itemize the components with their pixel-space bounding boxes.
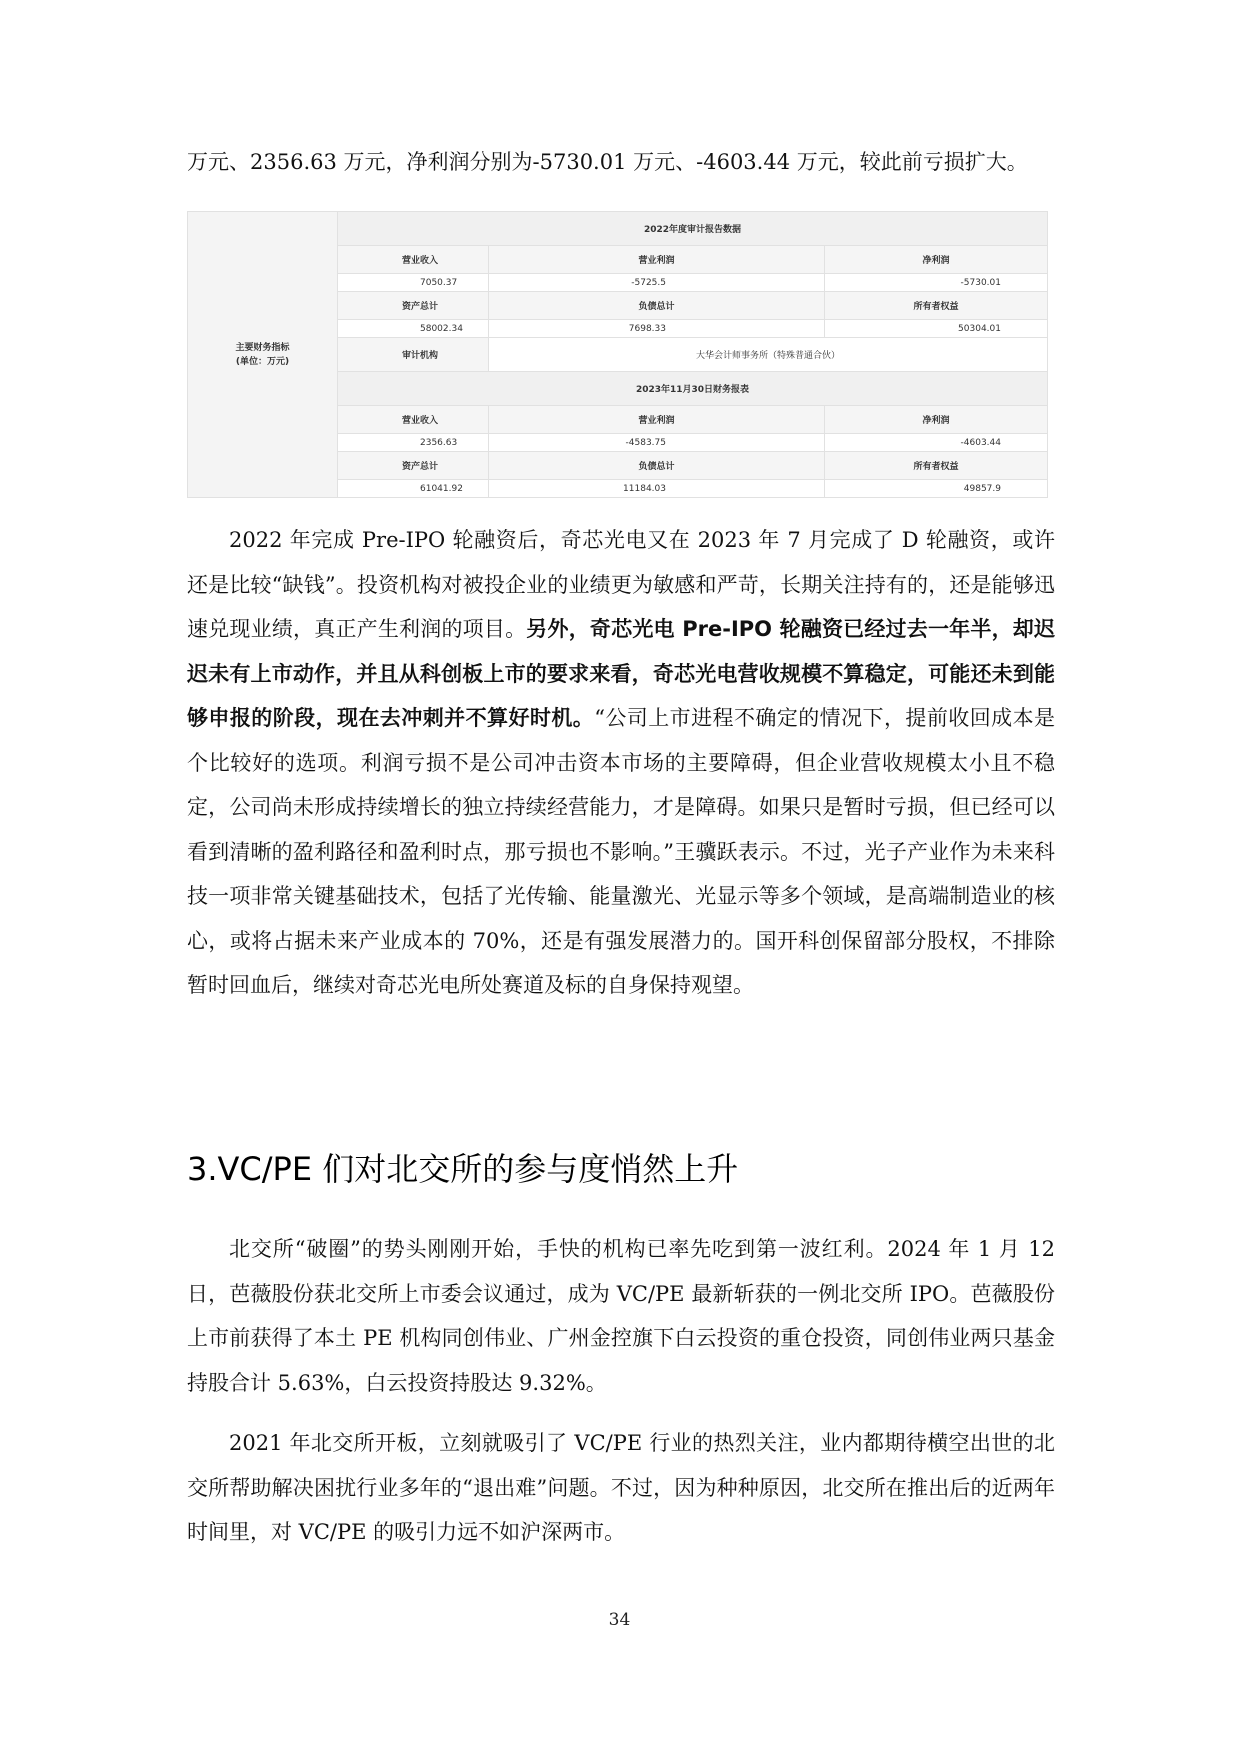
side-label-cell — [188, 212, 338, 498]
side-label-title: 主要财务指标 — [235, 342, 290, 353]
value-2023-op-profit: -4583.75 — [489, 434, 825, 452]
value-2022-revenue: 7050.37 — [338, 274, 489, 292]
value-2023-equity: 49857.9 — [825, 480, 1048, 498]
value-2023-liabilities: 11184.03 — [489, 480, 825, 498]
header-assets: 资产总计 — [338, 292, 489, 320]
audit-label: 审计机构 — [338, 337, 489, 371]
header-liabilities: 负债总计 — [489, 292, 825, 320]
financial-indicators-table — [187, 211, 1048, 498]
value-2022-op-profit: -5725.5 — [489, 274, 825, 292]
side-label-unit: (单位：万元) — [235, 356, 290, 367]
header-revenue: 营业收入 — [338, 246, 489, 274]
header-equity: 所有者权益 — [825, 452, 1048, 480]
header-net-profit: 净利润 — [825, 246, 1048, 274]
header-net-profit: 净利润 — [825, 406, 1048, 434]
header-revenue: 营业收入 — [338, 406, 489, 434]
value-2023-assets: 61041.92 — [338, 480, 489, 498]
section-2023-title: 2023年11月30日财务报表 — [338, 372, 1048, 406]
paragraph-bse-breakout: 北交所“破圈”的势头刚刚开始，手快的机构已率先吃到第一波红利。2024 年 1 月 12 日，芭薇股份获北交所上市委会议通过，成为 VC/PE 最新斩获的一例北交所 IPO。芭薇股份上市前获得了本土 PE 机构同创伟业、广州金控旗下白云投资的重仓投资，同创伟业两只基金持股合计 5.63%，白云投资持股达 9.32%。 — [187, 1237, 1055, 1395]
value-2023-revenue: 2356.63 — [338, 434, 489, 452]
paragraph-text: 2022 年完成 Pre-IPO 轮融资后，奇芯光电又在 2023 年 7 月完成了 D 轮融资，或许还是比较“缺钱”。投资机构对被投企业的业绩更为敏感和严苛，长期关注持有的，还是能够迅速兑现业绩，真正产生利润的项目。 — [187, 528, 1055, 641]
paragraph-exit-analysis — [187, 518, 1055, 1008]
header-equity: 所有者权益 — [825, 292, 1048, 320]
audit-value: 大华会计师事务所（特殊普通合伙） — [489, 337, 1048, 371]
section-2022-title: 2022年度审计报告数据 — [338, 212, 1048, 246]
section-heading: 3.VC/PE 们对北交所的参与度悄然上升 — [187, 1150, 739, 1188]
value-2022-net-profit: -5730.01 — [825, 274, 1048, 292]
paragraph-bold-text: 另外，奇芯光电 Pre-IPO 轮融资已经过去一年半，却迟迟未有上市动作，并且从科创板上市的要求来看，奇芯光电营收规模不算稳定，可能还未到能够申报的阶段，现在去冲刺并不算好时机。 — [187, 617, 1055, 730]
value-2022-equity: 50304.01 — [825, 320, 1048, 338]
header-liabilities: 负债总计 — [489, 452, 825, 480]
header-op-profit: 营业利润 — [489, 406, 825, 434]
value-2022-liabilities: 7698.33 — [489, 320, 825, 338]
value-2022-assets: 58002.34 — [338, 320, 489, 338]
paragraph-bse-history: 2021 年北交所开板，立刻就吸引了 VC/PE 行业的热烈关注，业内都期待横空出世的北交所帮助解决困扰行业多年的“退出难”问题。不过，因为种种原因，北交所在推出后的近两年时间里，对 VC/PE 的吸引力远不如沪深两市。 — [187, 1431, 1055, 1544]
continuation-line: 万元、2356.63 万元，净利润分别为-5730.01 万元、-4603.44 万元，较此前亏损扩大。 — [187, 150, 1028, 174]
paragraph-quote-text: “公司上市进程不确定的情况下，提前收回成本是个比较好的选项。利润亏损不是公司冲击资本市场的主要障碍，但企业营收规模太小且不稳定，公司尚未形成持续增长的独立持续经营能力，才是障碍。如果只是暂时亏损，但已经可以看到清晰的盈利路径和盈利时点，那亏损也不影响。”王骥跃表示。不过，光子产业作为未来科技一项非常关键基础技术，包括了光传输、能量激光、光显示等多个领域，是高端制造业的核心，或将占据未来产业成本的 70%，还是有强发展潜力的。国开科创保留部分股权，不排除暂时回血后，继续对奇芯光电所处赛道及标的自身保持观望。 — [187, 706, 1056, 997]
header-op-profit: 营业利润 — [489, 246, 825, 274]
page-number: 34 — [608, 1610, 631, 1630]
value-2023-net-profit: -4603.44 — [825, 434, 1048, 452]
header-assets: 资产总计 — [338, 452, 489, 480]
